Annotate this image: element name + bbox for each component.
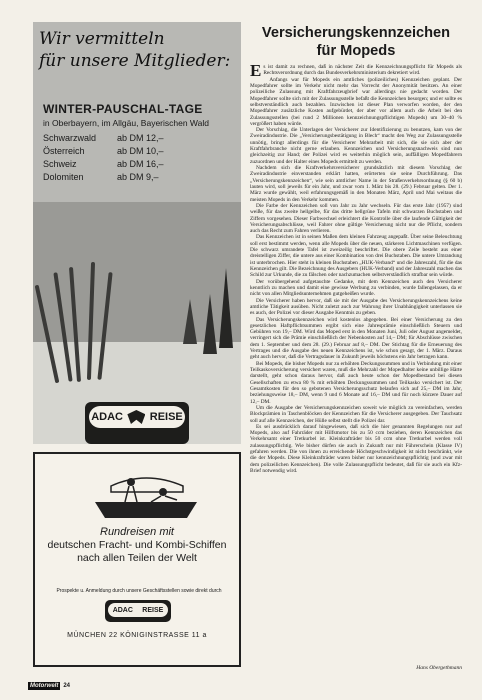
ad-title: WINTER-PAUSCHAL-TAGE	[43, 102, 203, 116]
ship-travel-ad	[33, 452, 241, 667]
paragraph: Die Versicherer haben hervor, daß sie mit der Ausgabe des Versicherungskennzeichens keine amtliche Tätigkeit ausüben. Nicht zuletzt auch zur Wahrung ihrer Unabhängigkeit unterlassen sie es auch, der Polizei vor dieser Ausgabe Kenntnis zu geben.	[250, 297, 462, 317]
price-row	[43, 158, 164, 171]
paragraph: Die Farbe der Kennzeichen soll von Jahr zu Jahr wechseln. Für das erste Jahr (1957) sind weiße, für das zweite hellgelbe, für das dritte hellgrüne Tafeln mit schwarzen Buchstaben und Ziffern vorgesehen. Dieser Farbwechsel erleichtert die Kontrolle über die laufende Gültigkeit der Versicherungsabschlüsse, weil Fahrer ohne gültige Versicherung nicht nur die Pflicht, sondern auch das Recht zum Fahren verlieren.	[250, 202, 462, 235]
paragraph: Der Vorschlag, die Unterlagen der Versicherer zur Identifizierung zu benutzen, kam von der Zweiradindustrie. Die „Versicherungsbestätigung in Blech“ macht den Weg zur Zulassungsstelle unnötig, bringt allerdings für die Versicherer Mehrarbeit mit sich, die sie sich aber der Kraftfahrbranche nicht gerne erlauben. Kennzeichen und Versicherungsnachweis sind nun gleichzeitig zur Hand; der Polizei wird es weiterhin möglich sein, auffälligen Mopedfahrern zuzuordnen und der Halter eines Mopeds ermittelt zu werden.	[250, 127, 462, 165]
ship-ad-address: MÜNCHEN 22 KÖNIGINSTRASSE 11 a	[67, 632, 207, 639]
paragraph: Um die Ausgabe der Versicherungskennzeichen soweit wie möglich zu vereinfachen, werden Blockprämien in Taschenblöcken der Kennzeichen für die Versicherer ausgegeben. Der Tauchsatz soll auf alle Kennzeichen, der Hülle selbst stellt die Polizei dar.	[250, 404, 462, 424]
badge-pill	[108, 603, 168, 617]
ad-price-list	[43, 132, 164, 184]
paragraph: Der vorübergehend aufgetauchte Gedanke, mit dem Kennzeichen auch den Versicherer kenntlich zu machen und damit eine gewisse Werbung zu verbinden, wurde fallengelassen, da er nicht von allen Mitgliedsunternehmen gutgeheißen wurde.	[250, 278, 462, 298]
article-author: Hans Obergethmann	[416, 665, 462, 671]
badge-left-text: ADAC	[112, 606, 133, 614]
page-footer	[28, 682, 70, 690]
paragraph: Das Versicherungskennzeichen wird kostenlos abgegeben. Bei einer Versicherung zu den gesetzlichen Haftpflichtsummen ergibt sich eine Jahresprämie einschließlich Steuern und Gebühren von 19,– DM. Wird das Moped erst in den Monaten Juni, Juli oder August angemeldet, verringert sich die Prämie einschließlich der Nebenkosten auf 14,– DM; für Abschlüsse zwischen dem 1. September und dem 28. (29.) Februar auf 8,– DM. Der Stichtag für die Erneuerung des Vertrages und die Ausgabe des neuen Kennzeichens ist, wie schon gesagt, der 1. März. Daraus geht auch hervor, daß die Vertragsdauer in Zukunft jeweils höchstens ein Jahr betragen kann.	[250, 316, 462, 361]
tree-icon	[219, 268, 233, 348]
tree-icon	[203, 294, 217, 354]
paragraph: Anfangs war für Mopeds ein amtliches (polizeiliches) Kennzeichen geplant. Der Mopedfahrer sollte im Verkehr nicht mehr das Vorrecht der Anonymität besitzen. An einer polizeiliche Zulassung mit Kraftfahrzeugbrief war allerdings nie gedacht worden. Der Mopedfahrer sollte sich mit der Zulassungsstelle befaßt die Kennzeichen besorgen; und er sollte es selbstverständlich auch bezahlen. Inzwischen ist dieser Plan verworfen worden, der den Mopedfahrer zusätzliche Kosten aufgebürdet, der aber vor allem auch die Arbeit bei den Zulassungsstellen (bei rund 2 Millionen kennzeichnungspflichtigen Mopeds) um 30–40 % vergrößert haben würde.	[250, 76, 462, 127]
ship-ad-line: Rundreisen mit	[100, 526, 174, 538]
price-value: ab DM 9,–	[117, 172, 159, 182]
drop-cap: E	[250, 64, 262, 80]
paragraph	[250, 64, 462, 80]
ship-ad-note: Prospekte u. Anmeldung durch unsere Geschäftsstellen sowie direkt durch	[56, 588, 222, 594]
price-value: ab DM 16,–	[117, 159, 164, 169]
badge-right-text: REISE	[149, 411, 183, 423]
winter-travel-ad	[33, 22, 241, 444]
price-row	[43, 145, 164, 158]
badge-left-text: ADAC	[91, 411, 123, 423]
article-headline	[250, 24, 462, 60]
headline-line: Versicherungskennzeichen	[261, 25, 451, 41]
price-place: Schweiz	[43, 159, 77, 169]
ship-deck-illustration-icon	[91, 462, 201, 522]
article-body	[250, 64, 462, 662]
price-row	[43, 171, 164, 184]
adac-reise-badge-small	[105, 600, 171, 622]
ad-subtitle: in Oberbayern, im Allgäu, Bayerischen Wald	[43, 118, 209, 128]
adac-reise-badge	[85, 402, 189, 444]
badge-pill	[89, 406, 185, 428]
ad-script-line: Wir vermitteln	[39, 29, 165, 49]
price-place: Schwarzwald	[43, 133, 97, 143]
badge-right-text: REISE	[142, 606, 164, 614]
paragraph: Das Kennzeichen ist in seinen Maßen dem kleinen Fahrzeug angepaßt. Über seine Beleuchtung soll erst bestimmt werden, wenn alle Mopeds über die neuen, stärkeren Lichtmaschinen verfügen. Die schwarz umrandete Tafel ist zweizeilig beschriftet. Die obere Zeile besteht aus einer dreistelligen Ziffer, die untere aus einer Kombination von drei Buchstaben. Die untere Umrandung ist unterbrochen. Hier steht in kleinen Buchstaben „HUK-Verband“ und die Jahreszahl, für die das Kennzeichen gilt. Die Bezeichnung des Ausgebers (HUK-Verband) und der Jahreszahl machen das Schild zur Urkunde, die zu fälschen oder nachzumachen selbstverständlich strafbar sein würde.	[250, 234, 462, 279]
ship-ad-line: nach allen Teilen der Welt	[77, 552, 197, 564]
paragraph: Nachdem sich die Kraftverkehrsversicherer grundsätzlich mit diesem Vorschlag der Zweiradindustrie einverstanden erklärt hatten, erörterten sie seine Durchführung. Das „Versicherungskennzeichen“, wie sein amtlicher Name in der Straßenverkehrsordnung (§ 60 b) lauten wird, soll jeweils für ein Jahr, und zwar vom 1. März bis 28. (29.) Februar gelten. Der 1. März wurde gewählt, weil erfahrungsgemäß in den Monaten März, April und Mai weitaus die meisten Mopeds in den Verkehr kommen.	[250, 165, 462, 203]
tree-icon	[183, 299, 197, 344]
paragraph: Es sei ausdrücklich darauf hingewiesen, daß sich die hier genannten Regelungen nur auf Mopeds, also auf Fahrräder mit Hilfsmotor bis zu 50 ccm beziehen, deren Kennzeichen das Verkehrsamt einer Tretkurbel ist. Kleinkrafträder bis 50 ccm ohne Tretkurbel werden voll zulassungspflichtig. Wie bisher dürfen sie auch in Zukunft nur mit Führerschein (Klasse IV) gefahren werden. Die von ihnen zu erreichende Höchstgeschwindigkeit ist nicht beschränkt, wie die der Mopeds. Diese Kleinkrafträder waren bisher nur kennzeichnungspflichtig (und zwar mit dem polizeilichen Kennzeichen). Die volle Zulassungspflicht bedeutet, daß für sie auch ein Kfz-Brief notwendig wird.	[250, 423, 462, 474]
magazine-logo: Motorwelt	[30, 683, 59, 689]
price-value: ab DM 12,–	[117, 133, 164, 143]
page-number: 24	[63, 683, 71, 689]
price-place: Österreich	[43, 146, 85, 156]
eagle-icon	[127, 410, 145, 424]
paragraph-text: s ist damit zu rechnen, daß in nächster Zeit die Kennzeichnungspflicht für Mopeds als Rechtsverordnung durch das Bundesverkehrsministerium dekretiert wird.	[263, 64, 462, 77]
price-value: ab DM 10,–	[117, 146, 164, 156]
price-place: Dolomiten	[43, 172, 84, 182]
headline-line: für Mopeds	[316, 43, 396, 59]
paragraph: Bei Mopeds, die bisher Mopeds nur zu erhöhten Deckungssummen und in Verbindung mit einer Teilkaskoversicherung versichert waren, muß die Mehrzahl der Mopedhalter keine unbillige Härte darstellt, geht schon daraus hervor, daß auch heute schon der Mopedbestand bei diesen Gesellschaften zu etwa 80 % mit erhöhten Deckungssummen und Teilkasko versichert ist. Der Gesamtkosten für den so gebotenen Versicherungsschutz belaufen sich auf 25,– DM im Jahr, beziehungsweise 18,– DM, wenn 9 und 6 Monate auf 16,– DM und für noch kürzere Dauer auf 12,– DM.	[250, 360, 462, 405]
ship-ad-headline	[35, 526, 239, 565]
ad-script-line: für unsere Mitglieder:	[39, 51, 231, 71]
price-row	[43, 132, 164, 145]
ship-ad-line: deutschen Fracht- und Kombi-Schiffen	[47, 539, 227, 551]
ad-script-heading	[39, 28, 235, 72]
